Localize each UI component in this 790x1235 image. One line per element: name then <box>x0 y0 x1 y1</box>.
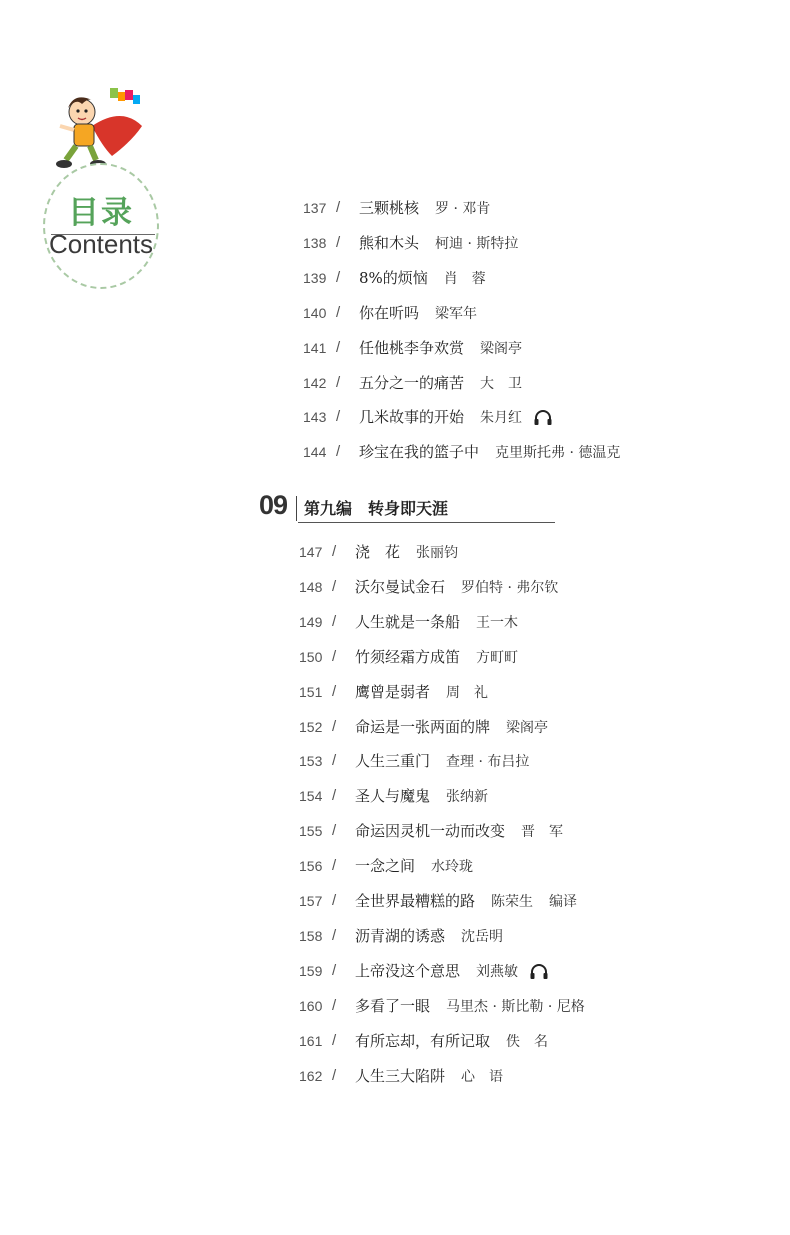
page-separator: / <box>332 1066 337 1084</box>
headphones-icon <box>534 410 552 426</box>
page-separator: / <box>332 787 337 805</box>
page-separator: / <box>336 233 341 251</box>
entry-title-text: 上帝没这个意思 <box>355 961 461 980</box>
page-separator: / <box>332 1031 337 1049</box>
entry-title-text: 几米故事的开始 <box>359 408 465 427</box>
entry-author: 佚 名 <box>506 1033 549 1050</box>
toc-entry[interactable] <box>303 195 770 221</box>
entry-title <box>355 644 518 671</box>
headphones-icon <box>530 964 548 980</box>
entry-title <box>355 888 577 915</box>
page-number: 157 <box>299 893 323 909</box>
entry-title <box>359 404 552 431</box>
entry-title <box>359 439 620 466</box>
entry-title-text: 人生三重门 <box>355 752 431 771</box>
entry-title <box>355 1063 503 1090</box>
entry-author: 罗 · 邓肯 <box>435 201 491 217</box>
page-separator: / <box>332 612 337 630</box>
entry-title-text: 人生三大陷阱 <box>355 1066 446 1085</box>
entry-title-text: 多看了一眼 <box>355 996 431 1015</box>
entry-author: 王一木 <box>476 614 519 631</box>
toc-entry[interactable] <box>299 818 770 844</box>
entry-title <box>359 195 490 222</box>
entry-title <box>355 993 585 1020</box>
toc-entry[interactable] <box>303 265 770 291</box>
entry-title-text: 三颗桃核 <box>359 199 420 217</box>
entry-author: 梁军年 <box>435 305 478 322</box>
toc-entry[interactable] <box>303 439 770 465</box>
page-separator: / <box>332 577 337 595</box>
entry-title-text: 全世界最糟糕的路 <box>355 892 476 910</box>
toc-entry[interactable] <box>303 370 770 396</box>
entry-title <box>359 335 522 362</box>
page-number: 151 <box>299 683 323 700</box>
page-separator: / <box>332 892 337 909</box>
entry-author: 沈岳明 <box>461 928 504 945</box>
page-number: 138 <box>303 234 327 251</box>
page-number: 137 <box>303 200 327 216</box>
page-number: 144 <box>303 444 327 461</box>
section-header <box>259 490 555 524</box>
entry-title <box>355 679 488 706</box>
contents-title-cn: 目录 <box>68 195 134 231</box>
entry-title-text: 你在听吗 <box>359 303 420 322</box>
toc-entry[interactable] <box>299 783 770 809</box>
entry-author: 柯迪 · 斯特拉 <box>435 235 519 252</box>
entry-title-text: 命运是一张两面的牌 <box>355 717 491 736</box>
page-number: 150 <box>299 648 323 665</box>
page-separator: / <box>336 373 341 391</box>
toc-entry[interactable] <box>299 574 770 600</box>
page-number: 148 <box>299 578 323 595</box>
toc-entry[interactable] <box>299 748 770 774</box>
toc-entry[interactable] <box>299 679 770 705</box>
entry-title <box>359 265 486 292</box>
entry-title-text: 有所忘却，有所记取 <box>355 1031 491 1050</box>
entry-author: 查理 · 布吕拉 <box>446 754 530 771</box>
page-separator: / <box>332 822 337 840</box>
entry-title-text: 任他桃李争欢赏 <box>359 338 465 357</box>
entry-author: 克里斯托弗 · 德温克 <box>495 445 621 462</box>
entry-title <box>359 370 522 397</box>
toc-entry[interactable] <box>299 539 770 565</box>
entry-title <box>355 818 563 845</box>
entry-title <box>359 230 518 257</box>
page-separator: / <box>336 408 341 426</box>
entry-author: 周 礼 <box>446 684 489 701</box>
entry-title <box>355 958 548 985</box>
page-number: 156 <box>299 858 323 875</box>
toc-entry[interactable] <box>303 404 770 430</box>
contents-badge <box>43 163 159 289</box>
entry-title <box>359 300 477 327</box>
page-number: 154 <box>299 788 323 805</box>
toc-entry[interactable] <box>303 230 770 256</box>
page-separator: / <box>336 303 341 321</box>
page-number: 158 <box>299 927 323 944</box>
page-number: 160 <box>299 997 323 1014</box>
page-number: 161 <box>299 1032 323 1049</box>
toc-entry[interactable] <box>299 644 770 670</box>
page-separator: / <box>332 857 337 875</box>
section-underline <box>298 522 555 523</box>
page-number: 147 <box>299 544 323 560</box>
page-separator: / <box>332 996 337 1014</box>
entry-title <box>355 609 518 636</box>
entry-author: 罗伯特 · 弗尔钦 <box>461 579 559 596</box>
page-number: 143 <box>303 409 327 426</box>
page-number: 139 <box>303 269 327 286</box>
entry-title-text: 浇 花 <box>355 543 401 561</box>
page-number: 152 <box>299 718 323 735</box>
entry-title-text: 竹须经霜方成笛 <box>355 647 461 666</box>
toc-entry[interactable] <box>299 853 770 879</box>
entry-title-text: 沃尔曼试金石 <box>355 577 446 596</box>
toc-entry[interactable] <box>299 1063 770 1089</box>
page-separator: / <box>332 647 337 665</box>
entry-title-text: 命运因灵机一动而改变 <box>355 822 506 841</box>
section-title: 第九编 转身即天涯 <box>304 499 449 518</box>
entry-author: 刘燕敏 <box>476 963 519 980</box>
toc-entry[interactable] <box>299 923 770 949</box>
entry-author: 大 卫 <box>480 375 523 392</box>
page-separator: / <box>332 717 337 735</box>
entry-note: 编译 <box>549 894 578 910</box>
entry-title <box>355 853 473 880</box>
entry-title <box>355 714 548 741</box>
page-separator: / <box>332 752 337 770</box>
contents-title-en: Contents <box>48 229 154 259</box>
toc-entry[interactable] <box>299 714 770 740</box>
entry-title <box>355 748 529 775</box>
entry-author: 水玲珑 <box>431 859 474 876</box>
section-divider <box>296 496 297 521</box>
page-separator: / <box>332 926 337 944</box>
entry-author: 心 语 <box>461 1068 504 1085</box>
toc-entry[interactable] <box>303 335 770 361</box>
toc-entry[interactable] <box>299 993 770 1019</box>
entry-author: 陈荣生 <box>491 894 534 910</box>
entry-author: 方町町 <box>476 649 519 666</box>
section-number: 09 <box>259 490 288 520</box>
page-number: 162 <box>299 1067 323 1084</box>
entry-author: 肖 蓉 <box>443 270 486 287</box>
entry-author: 马里杰 · 斯比勒 · 尼格 <box>446 998 585 1015</box>
entry-title <box>355 539 458 566</box>
page-number: 153 <box>299 753 323 770</box>
page-number: 159 <box>299 962 323 979</box>
page-number: 142 <box>303 374 327 391</box>
entry-title-text: 珍宝在我的篮子中 <box>359 443 480 462</box>
page-separator: / <box>332 543 337 560</box>
page-number: 149 <box>299 613 323 630</box>
page-separator: / <box>336 268 341 286</box>
page-separator: / <box>336 443 341 461</box>
toc-entry[interactable] <box>299 888 770 914</box>
entry-title-text: 8%的烦恼 <box>359 268 428 287</box>
page-number: 141 <box>303 339 327 356</box>
entry-title <box>355 783 488 810</box>
page-separator: / <box>332 682 337 700</box>
page-number: 140 <box>303 304 327 321</box>
toc-entry[interactable] <box>299 958 770 984</box>
entry-title-text: 五分之一的痛苦 <box>359 373 465 392</box>
entry-title-text: 沥青湖的诱惑 <box>355 926 446 945</box>
entry-title <box>355 574 558 601</box>
entry-title <box>355 1028 548 1055</box>
page-number: 155 <box>299 823 323 840</box>
entry-author: 梁阁亭 <box>506 719 549 736</box>
page-separator: / <box>332 961 337 979</box>
entry-author: 张纳新 <box>446 789 489 806</box>
entry-title-text: 鹰曾是弱者 <box>355 682 431 701</box>
entry-author: 梁阁亭 <box>480 340 523 357</box>
entry-title-text: 一念之间 <box>355 857 416 876</box>
toc-entry[interactable] <box>299 609 770 635</box>
page-separator: / <box>336 338 341 356</box>
entry-title-text: 熊和木头 <box>359 233 420 252</box>
toc-entry[interactable] <box>299 1028 770 1054</box>
toc-entry[interactable] <box>303 300 770 326</box>
entry-title-text: 圣人与魔鬼 <box>355 787 431 806</box>
entry-author: 张丽钧 <box>416 545 459 561</box>
entry-title-text: 人生就是一条船 <box>355 612 461 631</box>
entry-author: 朱月红 <box>480 410 523 427</box>
entry-title <box>355 923 503 950</box>
page-separator: / <box>336 199 341 216</box>
entry-author: 晋 军 <box>521 824 564 841</box>
